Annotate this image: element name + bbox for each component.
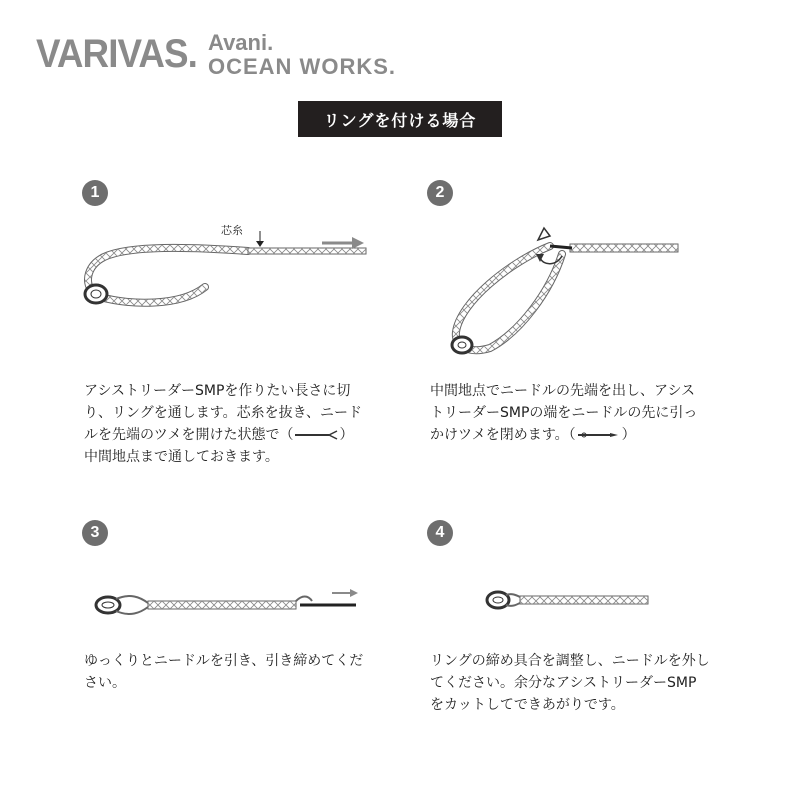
core-thread-label: 芯糸: [221, 224, 243, 237]
step-3-illustration: [90, 585, 370, 625]
step-4-line-3: をカットしてできあがりです。: [430, 697, 625, 713]
step-2-close-paren: ）: [621, 427, 636, 443]
step-2-line-2: トリーダーSMPの端をニードルの先に引っ: [430, 405, 698, 421]
step-1-line-3-text: ルを先端のツメを開けた状態で（: [84, 427, 294, 443]
step-1-close-paren: ）: [339, 427, 354, 443]
needle-open-icon: [293, 428, 339, 442]
logo-varivas: VARIVAS.: [36, 32, 197, 76]
logo-ocean-works: OCEAN WORKS.: [208, 54, 396, 79]
step-2-line-3-text: かけツメを閉めます。（: [430, 427, 576, 443]
step-1-description: [84, 380, 384, 468]
needle-closed-icon: [576, 428, 622, 442]
step-1-illustration: [70, 225, 380, 320]
step-2-line-1: 中間地点でニードルの先端を出し、アシス: [430, 383, 696, 399]
step-4-line-1: リングの締め具合を調整し、ニードルを外し: [430, 653, 710, 669]
step-2-line-3: [430, 424, 730, 446]
step-3-description: [84, 650, 384, 694]
step-1-line-3: [84, 424, 384, 446]
step-1-line-2: り、リングを通します。芯糸を抜き、ニード: [84, 405, 363, 421]
step-4-badge: 4: [427, 520, 453, 546]
step-1-badge: 1: [82, 180, 108, 206]
step-3-badge: 3: [82, 520, 108, 546]
step-2-description: [430, 380, 730, 446]
step-2-illustration: [440, 222, 700, 362]
step-1-line-1: アシストリーダーSMPを作りたい長さに切: [84, 383, 351, 399]
step-4-illustration: [480, 585, 660, 615]
page-title: リングを付ける場合: [298, 101, 502, 137]
step-4-line-2: てください。余分なアシストリーダーSMP: [430, 675, 697, 691]
step-3-line-1: ゆっくりとニードルを引き、引き締めてくだ: [84, 653, 364, 669]
step-1-line-4: 中間地点まで通しておきます。: [84, 449, 279, 465]
logo-avani: Avani.: [208, 30, 274, 55]
step-4-description: [430, 650, 730, 716]
step-3-line-2: さい。: [84, 675, 126, 691]
step-2-badge: 2: [427, 180, 453, 206]
